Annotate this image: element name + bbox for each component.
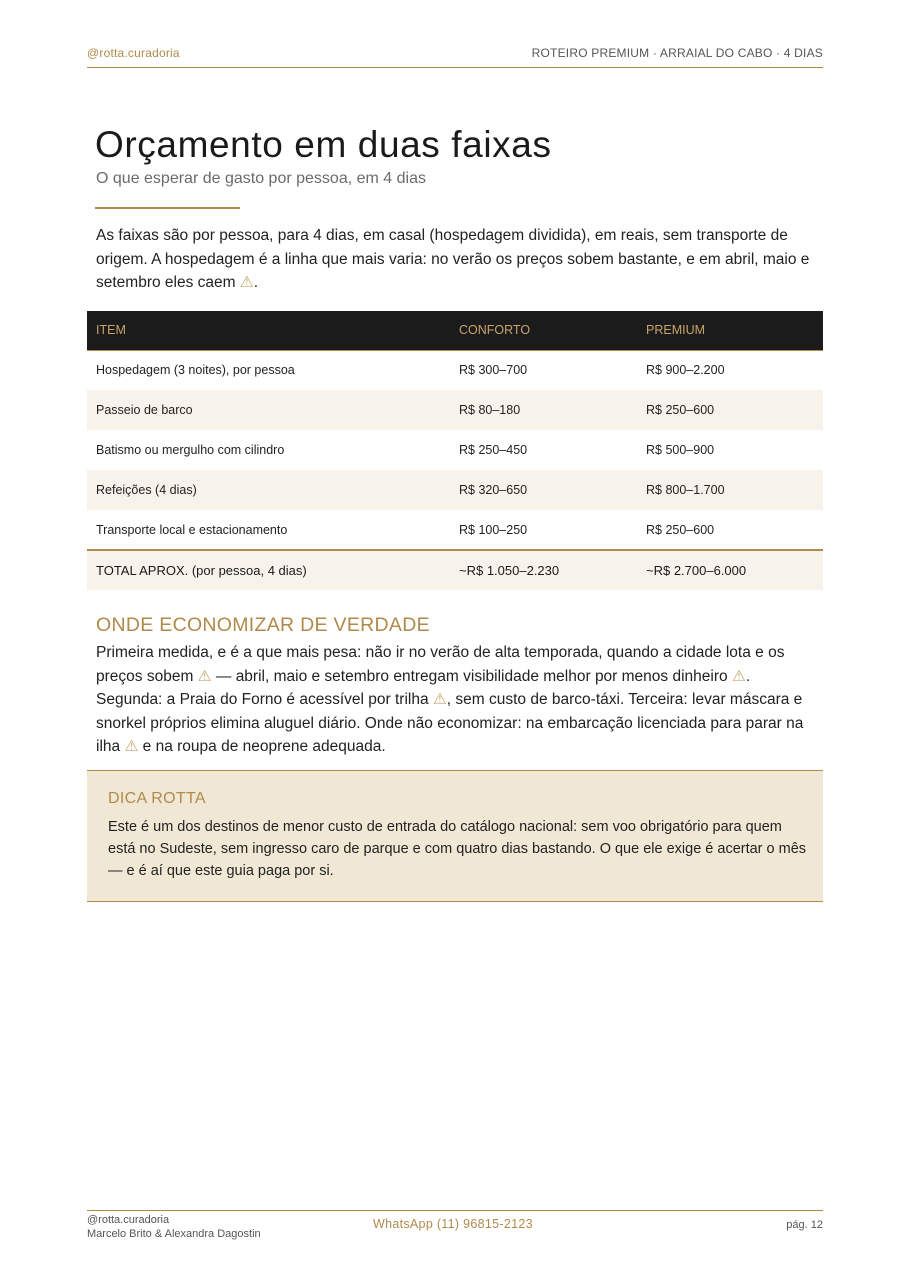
cell-conforto: R$ 320–650 (450, 470, 637, 510)
table-total-row (87, 550, 823, 590)
savings-text-4: , sem custo de barco-táxi. Terceira: levar máscara e snorkel próprios elimina aluguel diário. Onde não economizar: na embarcação licenciada para parar na ilha (96, 691, 804, 755)
cell-item: Hospedagem (3 noites), por pessoa (96, 363, 295, 378)
column-header-conforto: CONFORTO (450, 311, 637, 350)
total-conforto: ~R$ 1.050–2.230 (450, 550, 637, 590)
savings-paragraph (96, 641, 816, 759)
page-number: pág. 12 (786, 1219, 823, 1231)
cell-premium: R$ 900–2.200 (646, 363, 725, 378)
footer-whatsapp-contact: WhatsApp (11) 96815-2123 (373, 1217, 533, 1231)
cell-premium: R$ 250–600 (646, 522, 715, 537)
savings-text-5: e na roupa de neoprene adequada. (138, 738, 386, 755)
page-subtitle: O que esperar de gasto por pessoa, em 4 dias (96, 170, 426, 187)
cell-conforto: R$ 250–450 (459, 443, 528, 457)
cell-premium: R$ 250–600 (637, 390, 823, 430)
page-header (87, 46, 823, 68)
footer-handle: @rotta.curadoria (87, 1214, 170, 1226)
savings-text-3: . Segunda: a Praia do Forno é acessível por trilha (96, 667, 751, 708)
cell-conforto: R$ 80–180 (450, 390, 637, 430)
table-row (87, 510, 823, 550)
intro-end: . (253, 274, 259, 291)
warning-icon: ⚠ (197, 667, 212, 685)
cell-item: Refeições (4 dias) (87, 470, 450, 510)
cell-item: Batismo ou mergulho com cilindro (96, 443, 285, 457)
table-row (87, 430, 823, 470)
warning-icon: ⚠ (432, 691, 447, 708)
column-header-item: ITEM (87, 311, 450, 350)
table-row (87, 470, 823, 510)
cell-item: Passeio de barco (87, 390, 450, 430)
tip-text: Este é um dos destinos de menor custo de entrada do catálogo nacional: sem voo obrigatório para quem está no Sudeste, sem ingresso caro de parque e com quatro dias bastando. O que ele exige é acertar o mês — e é aí que este guia paga por si. (108, 819, 807, 879)
intro-text: As faixas são por pessoa, para 4 dias, em casal (hospedagem dividida), em reais, sem transporte de origem. A hospedagem é a linha que mais varia: no verão os preços sobem bastante, e em abril, maio e setembro eles caem (96, 227, 810, 291)
savings-text-2: — abril, maio e setembro entregam visibilidade melhor por menos dinheiro (211, 667, 732, 685)
savings-heading: ONDE ECONOMIZAR DE VERDADE (96, 614, 430, 636)
page-title: Orçamento em duas faixas (95, 124, 552, 165)
tip-box (87, 770, 823, 902)
cell-premium: R$ 800–1.700 (637, 470, 823, 510)
warning-icon: ⚠ (239, 274, 254, 291)
cell-conforto: R$ 300–700 (459, 363, 528, 378)
cell-premium: R$ 500–900 (646, 443, 715, 457)
intro-paragraph (96, 224, 816, 295)
footer-authors: Marcelo Brito & Alexandra Dagostin (87, 1228, 261, 1240)
budget-table (87, 311, 823, 590)
title-underline (95, 207, 240, 209)
total-label: TOTAL APROX. (por pessoa, 4 dias) (87, 550, 450, 590)
warning-icon: ⚠ (124, 738, 139, 755)
tip-label: DICA ROTTA (108, 790, 206, 807)
table-row (87, 390, 823, 430)
column-header-premium: PREMIUM (637, 311, 823, 350)
table-row (87, 350, 823, 390)
cell-item: Transporte local e estacionamento (96, 522, 288, 537)
header-document-title: ROTEIRO PREMIUM · ARRAIAL DO CABO · 4 DIAS (531, 46, 823, 60)
warning-icon: ⚠ (731, 667, 746, 685)
savings-text-1: Primeira medida, e é a que mais pesa: não ir no verão de alta temporada, quando a cidade lota e os preços sobem (96, 644, 785, 685)
total-premium: ~R$ 2.700–6.000 (637, 550, 823, 590)
cell-conforto: R$ 100–250 (459, 522, 528, 537)
header-brand: @rotta.curadoria (87, 46, 180, 60)
page-footer (87, 1210, 823, 1244)
table-header-row (87, 311, 823, 350)
